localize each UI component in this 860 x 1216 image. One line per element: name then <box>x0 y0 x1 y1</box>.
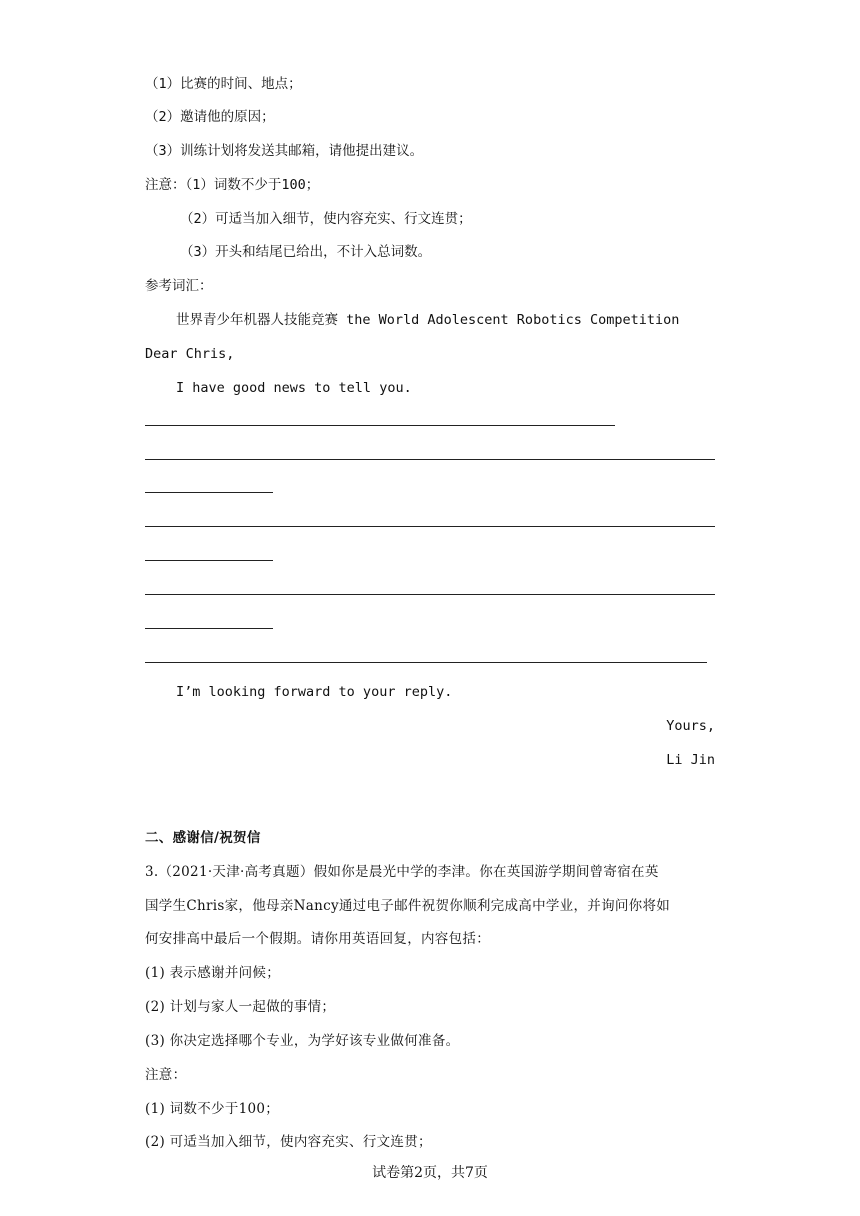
vocab-item: 世界青少年机器人技能竞赛 the World Adolescent Robotics Competition <box>176 312 680 328</box>
requirement-1: (1) 表示感谢并问候； <box>145 965 281 981</box>
requirement-3: (3) 你决定选择哪个专业，为学好该专业做何准备。 <box>145 1033 460 1049</box>
closing-line: I’m looking forward to your reply. <box>176 684 453 700</box>
signoff: Yours, <box>666 718 715 734</box>
note-2: (2) 可适当加入细节，使内容充实、行文连贯； <box>145 1134 432 1150</box>
requirement-3: （3）训练计划将发送其邮箱，请他提出建议。 <box>145 143 424 159</box>
notes-label: 注意： <box>145 1067 187 1083</box>
writing-line <box>145 459 715 460</box>
writing-line <box>145 425 615 426</box>
page-footer: 试卷第2页，共7页 <box>372 1165 488 1181</box>
note-2: （2）可适当加入细节，使内容充实、行文连贯； <box>180 211 472 227</box>
writing-line <box>145 526 715 527</box>
notes-label: 注意：（1）词数不少于100； <box>145 177 320 193</box>
section-title: 二、感谢信/祝贺信 <box>145 830 261 846</box>
signature: Li Jin <box>666 752 715 768</box>
vocab-label: 参考词汇： <box>145 278 213 294</box>
writing-line <box>145 628 273 629</box>
requirement-2: (2) 计划与家人一起做的事情； <box>145 999 336 1015</box>
opening-line: I have good news to tell you. <box>176 380 412 396</box>
requirement-2: （2）邀请他的原因； <box>145 109 275 125</box>
requirement-1: （1）比赛的时间、地点； <box>145 76 302 92</box>
question-line-2: 国学生Chris家，他母亲Nancy通过电子邮件祝贺你顺利完成高中学业，并询问你将如 <box>145 898 671 914</box>
writing-line <box>145 594 715 595</box>
note-1: (1) 词数不少于100； <box>145 1101 280 1117</box>
writing-line <box>145 560 273 561</box>
salutation: Dear Chris, <box>145 346 235 362</box>
note-3: （3）开头和结尾已给出，不计入总词数。 <box>180 244 432 260</box>
question-line-1: 3.（2021·天津·高考真题）假如你是晨光中学的李津。你在英国游学期间曾寄宿在英 <box>145 864 659 880</box>
writing-line <box>145 662 707 663</box>
writing-line <box>145 492 273 493</box>
question-line-3: 何安排高中最后一个假期。请你用英语回复，内容包括： <box>145 931 490 947</box>
